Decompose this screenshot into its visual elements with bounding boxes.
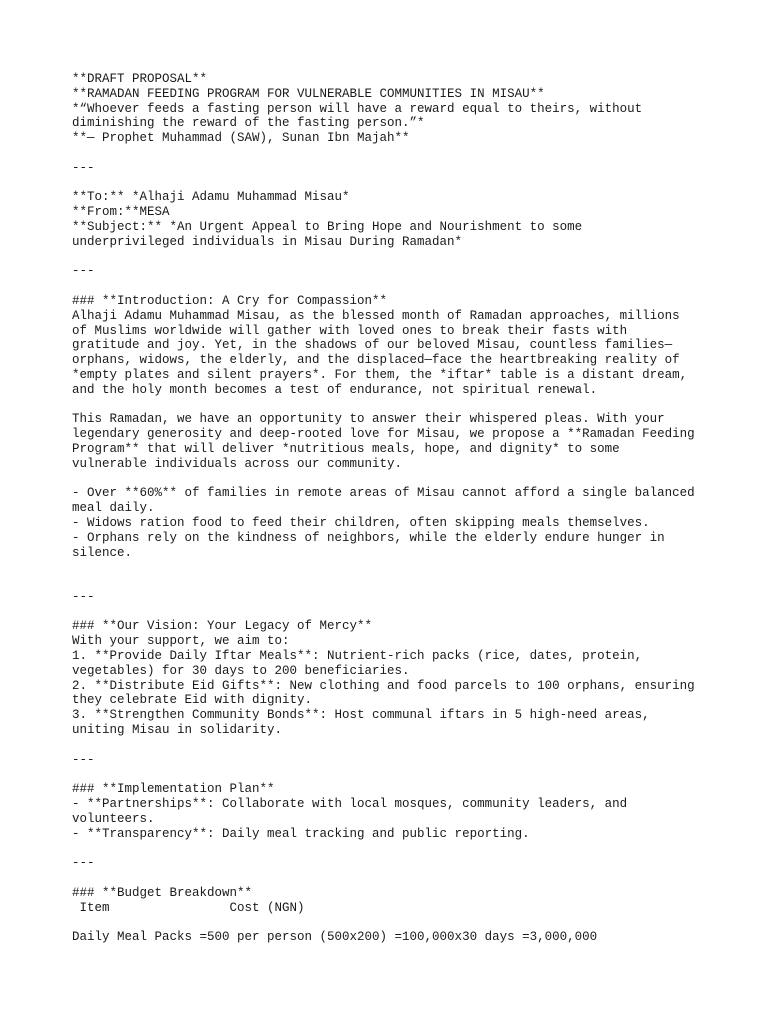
memo-subject-line-1: **Subject:** *An Urgent Appeal to Bring Hope and Nourishment to some <box>72 219 583 234</box>
memo-to: **To:** *Alhaji Adamu Muhammad Misau* <box>72 190 350 205</box>
separator: --- <box>72 589 95 604</box>
vision-line: they celebrate Eid with dignity. <box>72 693 313 708</box>
intro-bullet-line: - Widows ration food to feed their children, often skipping meals themselves. <box>72 515 650 530</box>
memo-subject-line-2: underprivileged individuals in Misau During Ramadan* <box>72 234 463 249</box>
intro-bullet-line: silence. <box>72 545 133 560</box>
memo-from: **From:**MESA <box>72 205 170 220</box>
implementation-line: volunteers. <box>72 811 155 826</box>
intro-para1-line: Alhaji Adamu Muhammad Misau, as the blessed month of Ramadan approaches, millions <box>72 308 680 323</box>
intro-para2-line: Program** that will deliver *nutritious meals, hope, and dignity* to some <box>72 441 620 456</box>
vision-line: 2. **Distribute Eid Gifts**: New clothing and food parcels to 100 orphans, ensuring <box>72 678 695 693</box>
vision-line: With your support, we aim to: <box>72 634 290 649</box>
implementation-line: - **Partnerships**: Collaborate with local mosques, community leaders, and <box>72 797 628 812</box>
budget-heading: ### **Budget Breakdown** <box>72 885 253 900</box>
vision-line: 1. **Provide Daily Iftar Meals**: Nutrient-rich packs (rice, dates, protein, <box>72 649 643 664</box>
separator: --- <box>72 752 95 767</box>
vision-line: uniting Misau in solidarity. <box>72 723 283 738</box>
separator: --- <box>72 160 95 175</box>
intro-para1-line: of Muslims worldwide will gather with loved ones to break their fasts with <box>72 323 628 338</box>
intro-para1-line: and the holy month becomes a test of endurance, not spiritual renewal. <box>72 382 598 397</box>
intro-para1-line: orphans, widows, the elderly, and the displaced—face the heartbreaking reality of <box>72 353 680 368</box>
implementation-heading: ### **Implementation Plan** <box>72 782 275 797</box>
draft-title: **DRAFT PROPOSAL** <box>72 72 208 86</box>
separator: --- <box>72 264 95 279</box>
quote-line-2: diminishing the reward of the fasting person.”* <box>72 116 425 131</box>
proposal-text <box>72 72 712 945</box>
intro-para1-line: *empty plates and silent prayers*. For them, the *iftar* table is a distant dream, <box>72 367 688 382</box>
budget-row: Daily Meal Packs =500 per person (500x200) =100,000x30 days =3,000,000 <box>72 930 598 945</box>
implementation-line: - **Transparency**: Daily meal tracking and public reporting. <box>72 826 530 841</box>
program-title: **RAMADAN FEEDING PROGRAM FOR VULNERABLE COMMUNITIES IN MISAU** <box>72 86 545 101</box>
intro-bullet-line: - Orphans rely on the kindness of neighbors, while the elderly endure hunger in <box>72 530 665 545</box>
vision-line: vegetables) for 30 days to 200 beneficiaries. <box>72 663 410 678</box>
vision-line: 3. **Strengthen Community Bonds**: Host communal iftars in 5 high-need areas, <box>72 708 650 723</box>
intro-para1-line: gratitude and joy. Yet, in the shadows of our beloved Misau, countless families— <box>72 338 673 353</box>
intro-para2-line: legendary generosity and deep-rooted love for Misau, we propose a **Ramadan Feeding <box>72 427 695 442</box>
intro-para2-line: vulnerable individuals across our community. <box>72 456 403 471</box>
intro-para2-line: This Ramadan, we have an opportunity to answer their whispered pleas. With your <box>72 412 665 427</box>
separator: --- <box>72 856 95 871</box>
introduction-heading: ### **Introduction: A Cry for Compassion** <box>72 293 388 308</box>
vision-heading: ### **Our Vision: Your Legacy of Mercy** <box>72 619 373 634</box>
budget-columns: Item Cost (NGN) <box>72 900 305 915</box>
quote-attribution: **— Prophet Muhammad (SAW), Sunan Ibn Majah** <box>72 131 410 146</box>
intro-bullet-line: - Over **60%** of families in remote areas of Misau cannot afford a single balanced <box>72 486 695 501</box>
intro-bullet-line: meal daily. <box>72 501 155 516</box>
quote-line-1: *“Whoever feeds a fasting person will have a reward equal to theirs, without <box>72 101 643 116</box>
